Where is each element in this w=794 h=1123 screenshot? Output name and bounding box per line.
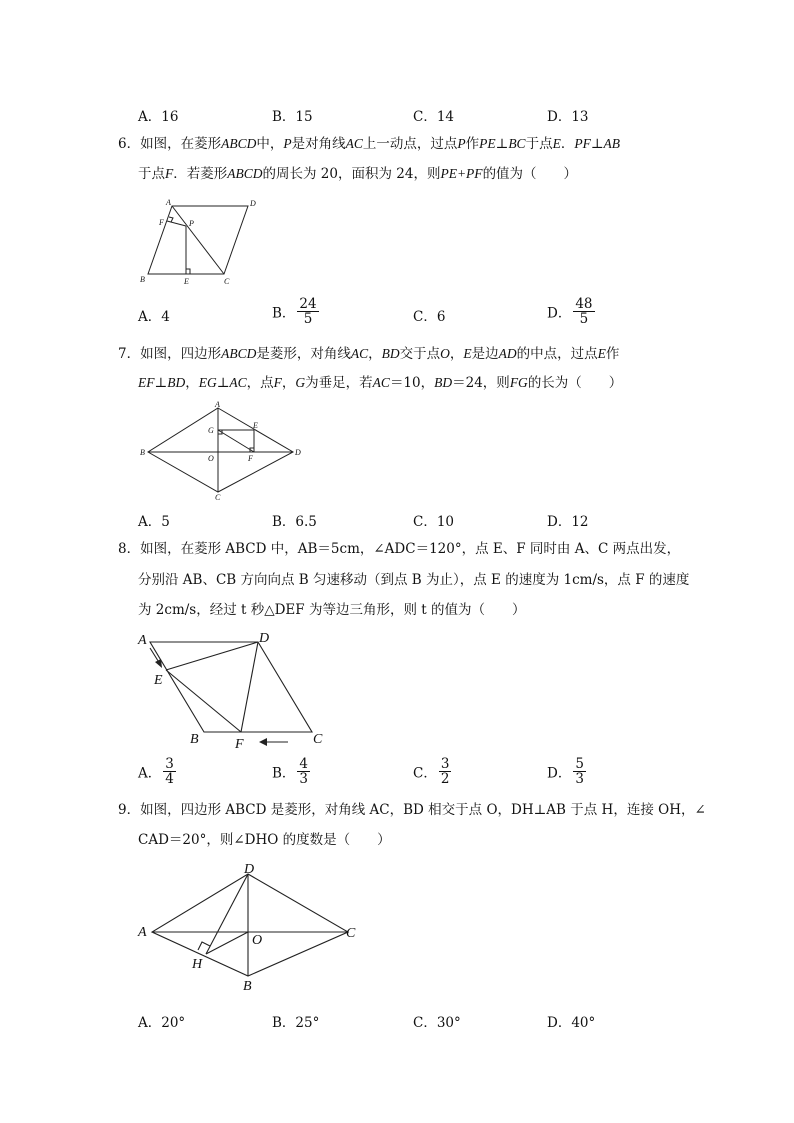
q6-label-f: F: [159, 218, 164, 227]
q8-rhombus: [150, 642, 312, 732]
q5-option-d: D．13: [547, 109, 589, 125]
q6-option-a: A．4: [138, 309, 170, 325]
q6-segment-pf: [167, 221, 186, 226]
q9-label-o: O: [252, 933, 263, 948]
q8-line-1: 8．如图，在菱形 ABCD 中，AB＝5cm，∠ADC＝120°，点 E、F 同时由 A、C 两点出发，: [118, 541, 681, 557]
q6-line-2: 于点F．若菱形ABCD的周长为 20，面积为 24，则PE+PF的值为（ ）: [138, 166, 578, 182]
q9-line-2: CAD＝20°，则∠DHO 的度数是（ ）: [138, 832, 391, 848]
q6-label-b: B: [140, 275, 145, 284]
q9-figure: [134, 860, 374, 996]
q7-line-1: 7．如图，四边形ABCD是菱形，对角线AC，BD交于点O，E是边AD的中点，过点E作: [118, 346, 620, 362]
q6-line-1: 6．如图，在菱形ABCD中，P是对角线AC上一动点，过点P作PE⊥BC于点E．PF⊥AB: [118, 136, 621, 152]
q7-option-c: C．10: [413, 514, 455, 530]
q7-figure: [138, 400, 308, 500]
q8-label-c: C: [313, 732, 323, 747]
q7-label-a: A: [215, 400, 220, 409]
q6-diagonal-ac: [172, 206, 224, 274]
q8-segment-df: [241, 642, 258, 732]
q8-option-b: B． $\frac{4}{3}$: [272, 756, 309, 788]
q9-label-c: C: [346, 926, 356, 941]
q5-option-b: B．15: [272, 109, 313, 125]
q6-option-b: B． $\frac{24}{5}$: [272, 296, 317, 328]
q5-option-a: A．16: [138, 109, 179, 125]
q6-right-angle-e: [186, 269, 190, 274]
q8-line-3: 为 2cm/s，经过 t 秒△DEF 为等边三角形，则 t 的值为（ ）: [138, 602, 526, 618]
q6-option-c: C．6: [413, 309, 446, 325]
q8-line-2: 分别沿 AB、CB 方向向点 B 匀速移动（到点 B 为止），点 E 的速度为 1cm/s，点 F 的速度: [138, 572, 690, 588]
q8-segment-de: [166, 642, 258, 670]
q8-label-d: D: [259, 631, 270, 646]
q8-option-a: A． $\frac{3}{4}$: [138, 756, 174, 788]
q9-label-a: A: [138, 925, 147, 940]
q8-arrowhead-f: [259, 738, 267, 746]
q9-option-d: D．40°: [547, 1015, 596, 1031]
q7-option-d: D．12: [547, 514, 589, 530]
q6-label-c: C: [224, 277, 230, 286]
q7-label-b: B: [140, 448, 145, 457]
q8-label-b: B: [190, 732, 199, 747]
q7-label-o: O: [208, 454, 214, 463]
q8-label-e: E: [154, 673, 163, 688]
q9-segment-dh: [206, 874, 248, 954]
q7-label-c: C: [215, 493, 221, 500]
q7-label-f: F: [248, 454, 253, 463]
q8-figure: [136, 628, 336, 752]
q9-line-1: 9．如图，四边形 ABCD 是菱形，对角线 AC，BD 相交于点 O，DH⊥AB 于点 H，连接 OH，∠: [118, 802, 706, 818]
q7-segment-fg: [218, 430, 254, 452]
q8-option-c: C． $\frac{3}{2}$: [413, 756, 450, 788]
q9-option-c: C．30°: [413, 1015, 461, 1031]
q7-label-d: D: [295, 448, 301, 457]
q7-label-e: E: [253, 421, 258, 430]
q6-figure: [138, 196, 268, 288]
q8-label-f: F: [235, 737, 244, 752]
q7-rhombus: [148, 408, 293, 492]
q7-label-g: G: [208, 426, 214, 435]
q8-option-d: D． $\frac{5}{3}$: [547, 756, 584, 788]
q7-line-2: EF⊥BD，EG⊥AC，点F，G为垂足，若AC＝10，BD＝24，则FG的长为（ ）: [138, 375, 623, 391]
q6-option-d: D． $\frac{48}{5}$: [547, 296, 593, 328]
q9-option-a: A．20°: [138, 1015, 186, 1031]
q7-option-a: A．5: [138, 514, 170, 530]
q9-label-b: B: [243, 979, 252, 994]
q8-segment-ef: [166, 670, 241, 732]
q9-label-d: D: [244, 862, 255, 877]
q5-option-c: C．14: [413, 109, 455, 125]
q8-arrowhead-e: [155, 659, 162, 668]
q6-label-d: D: [250, 199, 256, 208]
q9-rhombus: [152, 874, 348, 976]
q9-label-h: H: [192, 957, 203, 972]
q7-option-b: B．6.5: [272, 514, 317, 530]
q8-label-a: A: [138, 633, 147, 648]
q9-option-b: B．25°: [272, 1015, 320, 1031]
q6-label-e: E: [184, 277, 189, 286]
q6-label-a: A: [166, 198, 171, 207]
q6-label-p: P: [189, 219, 194, 228]
